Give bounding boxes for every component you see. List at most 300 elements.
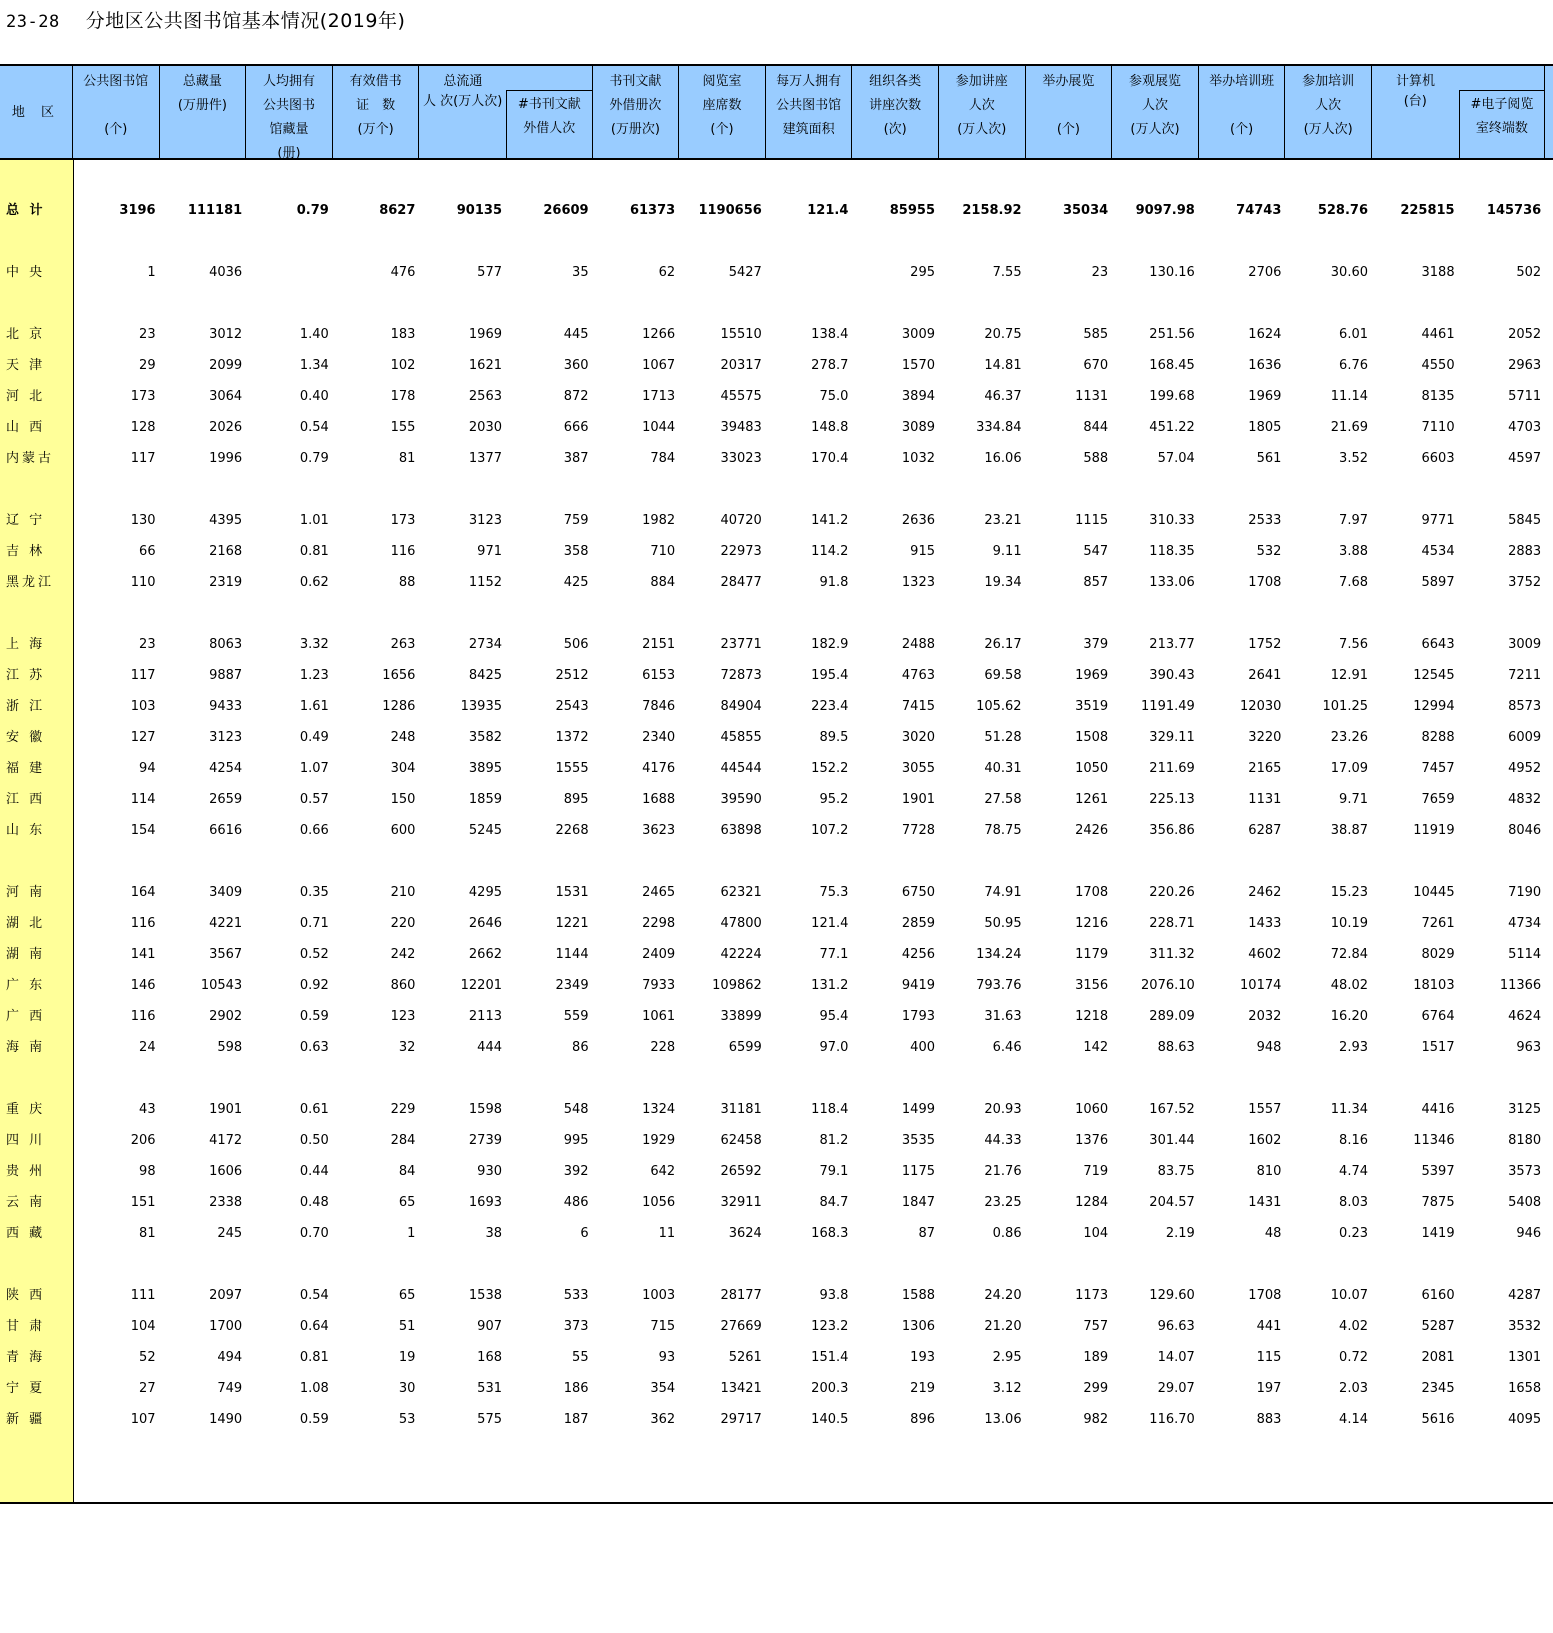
table-cell: 55 — [572, 1350, 589, 1365]
table-cell: 1431 — [1248, 1195, 1282, 1210]
table-cell: 6750 — [901, 885, 935, 900]
table-cell: 145736 — [1486, 203, 1542, 218]
region-name: 中 央 — [6, 265, 46, 280]
table-cell: 1598 — [468, 1102, 502, 1117]
table-cell: 74.91 — [984, 885, 1022, 900]
table-cell: 392 — [563, 1164, 589, 1179]
header-line: 人次 — [968, 98, 995, 113]
table-cell: 7110 — [1421, 420, 1455, 435]
table-cell: 577 — [477, 265, 502, 280]
table-cell: 38.87 — [1330, 823, 1368, 838]
table-cell: 0.70 — [299, 1226, 329, 1241]
table-cell: 0.64 — [299, 1319, 329, 1334]
table-cell: 1377 — [468, 451, 502, 466]
table-cell: 4952 — [1508, 761, 1542, 776]
table-cell: 23.21 — [984, 513, 1022, 528]
table-cell: 27669 — [720, 1319, 762, 1334]
table-cell: 61373 — [629, 203, 676, 218]
table-cell: 51 — [398, 1319, 416, 1334]
table-cell: 33899 — [720, 1009, 762, 1024]
table-cell: 1.07 — [299, 761, 329, 776]
table-cell: 1061 — [642, 1009, 676, 1024]
region-name: 新 疆 — [6, 1412, 46, 1427]
table-cell: 1713 — [642, 389, 676, 404]
table-cell: 15.23 — [1330, 885, 1368, 900]
table-cell: 200.3 — [811, 1381, 849, 1396]
table-cell: 0.59 — [299, 1412, 329, 1427]
table-row — [0, 571, 1553, 595]
table-cell: 2151 — [642, 637, 676, 652]
region-name: 山 东 — [6, 823, 46, 838]
table-cell: 2488 — [901, 637, 935, 652]
table-cell: 5427 — [728, 265, 762, 280]
table-cell: 7261 — [1421, 916, 1455, 931]
header-line: 人 次 — [423, 94, 454, 109]
header-line — [73, 94, 159, 118]
table-cell: 46.37 — [984, 389, 1022, 404]
table-cell: 3582 — [468, 730, 502, 745]
table-cell: 85955 — [889, 203, 935, 218]
table-cell: 289.09 — [1149, 1009, 1195, 1024]
table-cell: 3188 — [1421, 265, 1455, 280]
table-cell: 1517 — [1421, 1040, 1455, 1055]
table-cell: 907 — [477, 1319, 502, 1334]
table-cell: 1602 — [1248, 1133, 1282, 1148]
header-line: 参观展览 — [1128, 74, 1181, 89]
table-cell: 168.45 — [1149, 358, 1195, 373]
region-name: 西 藏 — [6, 1226, 46, 1241]
table-cell: 29.07 — [1157, 1381, 1195, 1396]
table-cell: 128 — [130, 420, 156, 435]
table-cell: 598 — [217, 1040, 243, 1055]
table-cell: 111 — [130, 1288, 156, 1303]
table-cell: 3123 — [209, 730, 243, 745]
table-cell: 225.13 — [1149, 792, 1195, 807]
table-cell: 148.8 — [811, 420, 849, 435]
header-cell — [939, 66, 1026, 160]
table-cell: 186 — [563, 1381, 589, 1396]
table-cell: 1173 — [1075, 1288, 1109, 1303]
table-cell: 74743 — [1236, 203, 1282, 218]
table-cell: 206 — [130, 1133, 156, 1148]
table-cell: 533 — [563, 1288, 589, 1303]
table-cell: 0.48 — [299, 1195, 329, 1210]
table-cell: 18103 — [1413, 978, 1455, 993]
table-cell: 109862 — [712, 978, 762, 993]
header-line: 公共图书 — [262, 98, 315, 113]
table-cell: 0.52 — [299, 947, 329, 962]
table-cell: 1557 — [1248, 1102, 1282, 1117]
table-cell: 20317 — [720, 358, 762, 373]
table-cell: 75.0 — [819, 389, 849, 404]
table-cell: 896 — [910, 1412, 935, 1427]
table-cell: 5711 — [1508, 389, 1542, 404]
table-cell: 1044 — [642, 420, 676, 435]
region-name: 总 计 — [6, 203, 46, 218]
table-cell: 7659 — [1421, 792, 1455, 807]
table-cell: 1708 — [1075, 885, 1109, 900]
table-cell: 284 — [390, 1133, 416, 1148]
table-cell: 23.26 — [1330, 730, 1368, 745]
table-cell: 2168 — [209, 544, 243, 559]
table-code: 23-28 — [6, 12, 60, 32]
table-cell: 356.86 — [1149, 823, 1195, 838]
table-cell: 5245 — [468, 823, 502, 838]
table-cell: 251.56 — [1149, 327, 1195, 342]
table-cell: 81 — [139, 1226, 156, 1241]
table-cell: 2659 — [209, 792, 243, 807]
table-cell: 7.56 — [1339, 637, 1368, 652]
table-cell: 8135 — [1421, 389, 1455, 404]
table-row — [0, 1315, 1553, 1339]
table-cell: 19.34 — [984, 575, 1022, 590]
table-cell: 1286 — [382, 699, 416, 714]
table-cell: 1190656 — [698, 203, 762, 218]
table-cell: 2662 — [468, 947, 502, 962]
table-cell: 1700 — [209, 1319, 243, 1334]
table-cell: 141 — [130, 947, 156, 962]
table-row — [0, 385, 1553, 409]
table-cell: 19 — [398, 1350, 416, 1365]
table-cell: 62458 — [720, 1133, 762, 1148]
table-cell: 123 — [390, 1009, 416, 1024]
table-cell: 1588 — [901, 1288, 935, 1303]
table-cell: 2165 — [1248, 761, 1282, 776]
table-cell: 110 — [130, 575, 156, 590]
table-cell: 28477 — [720, 575, 762, 590]
table-cell: 559 — [563, 1009, 589, 1024]
table-cell: 32 — [398, 1040, 416, 1055]
table-cell: 93.8 — [819, 1288, 849, 1303]
header-cell — [73, 66, 160, 160]
table-cell: 1708 — [1248, 1288, 1282, 1303]
table-cell: 4550 — [1421, 358, 1455, 373]
table-cell: 4172 — [209, 1133, 243, 1148]
table-cell: 1656 — [382, 668, 416, 683]
table-cell: 105.62 — [976, 699, 1022, 714]
table-cell: 2.93 — [1339, 1040, 1368, 1055]
table-cell: 6764 — [1421, 1009, 1455, 1024]
table-header — [0, 64, 1553, 160]
table-cell: 66 — [139, 544, 156, 559]
table-cell: 1847 — [901, 1195, 935, 1210]
table-cell: 21.76 — [984, 1164, 1022, 1179]
table-cell: 3196 — [119, 203, 156, 218]
table-cell: 93 — [658, 1350, 676, 1365]
table-cell: 278.7 — [811, 358, 849, 373]
table-cell: 7415 — [901, 699, 935, 714]
table-cell: 30 — [398, 1381, 416, 1396]
region-name: 甘 肃 — [6, 1319, 46, 1334]
table-cell: 27 — [139, 1381, 156, 1396]
table-cell: 12030 — [1240, 699, 1282, 714]
table-cell: 4287 — [1508, 1288, 1542, 1303]
header-line: (万人次) — [1303, 122, 1353, 137]
table-row — [0, 261, 1553, 285]
header-line: (个) — [1056, 122, 1080, 137]
table-cell: 107 — [130, 1412, 156, 1427]
table-cell: 1323 — [901, 575, 935, 590]
table-cell: 4734 — [1508, 916, 1542, 931]
table-cell: 114.2 — [811, 544, 849, 559]
table-cell: 7457 — [1421, 761, 1455, 776]
table-row — [0, 540, 1553, 564]
table-row — [0, 1160, 1553, 1184]
table-cell: 96.63 — [1157, 1319, 1195, 1334]
header-cell — [852, 66, 939, 160]
table-cell: 3.12 — [992, 1381, 1022, 1396]
table-cell: 150 — [390, 792, 416, 807]
table-cell: 1793 — [901, 1009, 935, 1024]
table-cell: 0.63 — [299, 1040, 329, 1055]
header-line: (万个) — [357, 122, 394, 137]
table-cell: 57.04 — [1157, 451, 1195, 466]
table-cell: 12.91 — [1330, 668, 1368, 683]
table-cell: 121.4 — [807, 203, 849, 218]
table-cell: 1969 — [1075, 668, 1109, 683]
statistics-table — [0, 64, 1553, 1504]
table-cell: 2739 — [468, 1133, 502, 1148]
table-cell: 130 — [130, 513, 156, 528]
table-cell: 199.68 — [1149, 389, 1195, 404]
region-name: 安 徽 — [6, 730, 46, 745]
table-cell: 118.4 — [811, 1102, 849, 1117]
table-cell: 1805 — [1248, 420, 1282, 435]
table-cell: 4036 — [209, 265, 243, 280]
table-cell: 749 — [217, 1381, 243, 1396]
table-cell: 242 — [390, 947, 416, 962]
table-cell: 9771 — [1421, 513, 1455, 528]
table-cell: 757 — [1083, 1319, 1109, 1334]
header-line: 书刊文献 — [609, 74, 662, 89]
table-cell: 358 — [563, 544, 589, 559]
table-cell: 3089 — [901, 420, 935, 435]
table-cell: 78.75 — [984, 823, 1022, 838]
header-cell — [1372, 90, 1459, 114]
table-cell: 219 — [910, 1381, 935, 1396]
table-cell: 114 — [130, 792, 156, 807]
table-row — [0, 881, 1553, 905]
table-cell: 670 — [1083, 358, 1109, 373]
table-cell: 4624 — [1508, 1009, 1542, 1024]
table-cell: 111181 — [187, 203, 243, 218]
table-cell: 1261 — [1075, 792, 1109, 807]
table-cell: 1218 — [1075, 1009, 1109, 1024]
table-cell: 1693 — [468, 1195, 502, 1210]
table-cell: 182.9 — [811, 637, 849, 652]
table-cell: 547 — [1083, 544, 1109, 559]
header-line: 室终端数 — [1475, 121, 1528, 136]
table-cell: 228.71 — [1149, 916, 1195, 931]
table-cell: 213.77 — [1149, 637, 1195, 652]
header-region: 地 区 — [0, 66, 73, 160]
table-cell: 11.14 — [1330, 389, 1368, 404]
table-cell: 1508 — [1075, 730, 1109, 745]
table-cell: 151.4 — [811, 1350, 849, 1365]
table-cell: 390.43 — [1149, 668, 1195, 683]
table-cell: 45855 — [720, 730, 762, 745]
table-cell: 2099 — [209, 358, 243, 373]
table-cell: 1216 — [1075, 916, 1109, 931]
table-cell: 178 — [390, 389, 416, 404]
table-cell: 373 — [563, 1319, 589, 1334]
table-cell: 5897 — [1421, 575, 1455, 590]
table-cell: 548 — [563, 1102, 589, 1117]
table-cell: 310.33 — [1149, 513, 1195, 528]
table-cell: 228 — [650, 1040, 676, 1055]
table-cell: 360 — [563, 358, 589, 373]
table-cell: 476 — [390, 265, 416, 280]
table-cell: 84 — [398, 1164, 416, 1179]
table-cell: 8425 — [468, 668, 502, 683]
table-cell: 20.93 — [984, 1102, 1022, 1117]
table-cell: 329.11 — [1149, 730, 1195, 745]
table-cell: 3064 — [209, 389, 243, 404]
table-cell: 1419 — [1421, 1226, 1455, 1241]
table-cell: 22973 — [720, 544, 762, 559]
header-line: 总藏量 — [182, 74, 222, 89]
table-cell: 0.35 — [299, 885, 329, 900]
table-cell: 183 — [390, 327, 416, 342]
table-cell: 15510 — [720, 327, 762, 342]
table-cell: 4832 — [1508, 792, 1542, 807]
table-cell: 1 — [407, 1226, 416, 1241]
table-cell: 334.84 — [976, 420, 1022, 435]
table-cell: 1996 — [209, 451, 243, 466]
header-line: (万人次) — [957, 122, 1007, 137]
table-cell: 784 — [650, 451, 676, 466]
table-cell: 245 — [217, 1226, 243, 1241]
header-line: 人次 — [1315, 98, 1342, 113]
table-cell: 91.8 — [819, 575, 849, 590]
table-cell: 0.49 — [299, 730, 329, 745]
table-cell: 10445 — [1413, 885, 1455, 900]
table-cell: 146 — [130, 978, 156, 993]
table-cell: 9433 — [209, 699, 243, 714]
table-cell: 16.06 — [984, 451, 1022, 466]
table-cell: 13935 — [460, 699, 502, 714]
table-cell: 211.69 — [1149, 761, 1195, 776]
table-cell: 50.95 — [984, 916, 1022, 931]
table-cell: 94 — [139, 761, 156, 776]
table-cell: 3123 — [468, 513, 502, 528]
table-cell: 354 — [650, 1381, 676, 1396]
table-cell: 107.2 — [811, 823, 849, 838]
table-cell: 7.55 — [992, 265, 1022, 280]
table-cell: 9.71 — [1339, 792, 1368, 807]
header-cell — [766, 66, 853, 160]
bottom-rule — [0, 1502, 1553, 1504]
header-line: 建筑面积 — [782, 122, 835, 137]
region-name: 内蒙古 — [6, 451, 55, 466]
table-cell: 26609 — [543, 203, 589, 218]
table-cell: 1658 — [1508, 1381, 1542, 1396]
table-cell: 129.60 — [1149, 1288, 1195, 1303]
table-cell: 3012 — [209, 327, 243, 342]
table-row — [0, 1036, 1553, 1060]
table-cell: 62 — [658, 265, 676, 280]
table-cell: 0.23 — [1339, 1226, 1368, 1241]
table-cell: 9887 — [209, 668, 243, 683]
header-line: (万册件) — [177, 98, 227, 113]
table-cell: 23 — [139, 637, 156, 652]
table-cell: 1636 — [1248, 358, 1282, 373]
region-name: 上 海 — [6, 637, 46, 652]
table-cell: 4256 — [901, 947, 935, 962]
table-cell: 7.97 — [1339, 513, 1368, 528]
table-cell: 140.5 — [811, 1412, 849, 1427]
table-cell: 5408 — [1508, 1195, 1542, 1210]
table-cell: 1376 — [1075, 1133, 1109, 1148]
table-cell: 3220 — [1248, 730, 1282, 745]
table-cell: 6599 — [728, 1040, 762, 1055]
table-cell: 575 — [477, 1412, 502, 1427]
region-name: 江 苏 — [6, 668, 46, 683]
table-cell: 1.08 — [299, 1381, 329, 1396]
table-cell: 486 — [563, 1195, 589, 1210]
table-cell: 2.95 — [992, 1350, 1022, 1365]
header-line: (个) — [710, 122, 734, 137]
table-cell: 53 — [398, 1412, 416, 1427]
table-cell: 2349 — [555, 978, 589, 993]
table-cell: 301.44 — [1149, 1133, 1195, 1148]
header-line — [1199, 94, 1285, 118]
table-cell: 10543 — [200, 978, 243, 993]
header-line: 公共图书馆 — [83, 74, 149, 89]
table-cell: 8180 — [1508, 1133, 1542, 1148]
header-line: 人次 — [1141, 98, 1168, 113]
table-cell: 10.07 — [1330, 1288, 1368, 1303]
table-cell: 9.11 — [992, 544, 1022, 559]
table-cell: 1301 — [1508, 1350, 1542, 1365]
header-line — [1026, 94, 1112, 118]
table-cell: 710 — [650, 544, 676, 559]
table-cell: 131.2 — [811, 978, 849, 993]
table-cell: 4461 — [1421, 327, 1455, 342]
table-row — [0, 726, 1553, 750]
table-cell: 844 — [1083, 420, 1109, 435]
region-name: 河 南 — [6, 885, 46, 900]
table-cell: 23771 — [720, 637, 762, 652]
table-cell: 29717 — [720, 1412, 762, 1427]
header-line: #书刊文献 — [517, 97, 581, 112]
table-cell: 1490 — [209, 1412, 243, 1427]
table-cell: 2465 — [642, 885, 676, 900]
page-title — [6, 6, 405, 33]
header-line: (万人次) — [453, 94, 503, 109]
table-cell: 12994 — [1413, 699, 1455, 714]
table-cell: 31.63 — [984, 1009, 1022, 1024]
table-row — [0, 788, 1553, 812]
table-cell: 0.71 — [299, 916, 329, 931]
table-cell: 2298 — [642, 916, 676, 931]
table-cell: 982 — [1083, 1412, 1109, 1427]
table-cell: 23 — [1091, 265, 1109, 280]
table-cell: 6 — [580, 1226, 589, 1241]
table-cell: 860 — [390, 978, 416, 993]
table-cell: 948 — [1256, 1040, 1282, 1055]
table-cell: 88 — [398, 575, 416, 590]
table-cell: 1969 — [1248, 389, 1282, 404]
table-cell: 0.79 — [296, 203, 329, 218]
table-cell: 445 — [563, 327, 589, 342]
table-cell: 133.06 — [1149, 575, 1195, 590]
table-row — [0, 664, 1553, 688]
table-cell: 117 — [130, 451, 156, 466]
table-cell: 84.7 — [819, 1195, 849, 1210]
table-cell: 930 — [477, 1164, 502, 1179]
table-cell: 2097 — [209, 1288, 243, 1303]
